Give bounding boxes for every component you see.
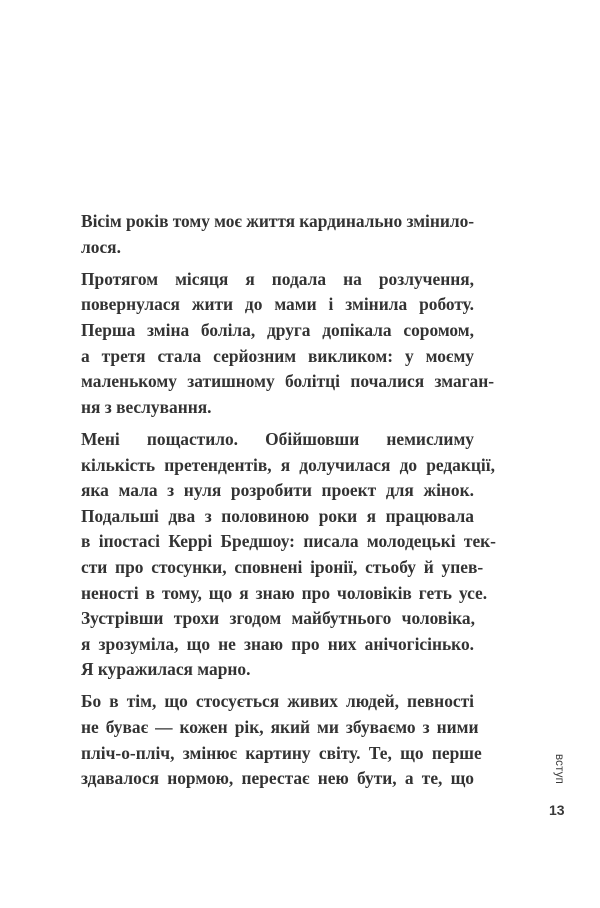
page-number: 13 bbox=[549, 802, 565, 818]
text-line: лося. bbox=[81, 236, 121, 257]
text-line: Подальші два з половиною роки я працювала bbox=[81, 505, 474, 526]
text-line: неності в тому, що я знаю про чоловіків геть усе. bbox=[81, 582, 488, 603]
text-line: Зустрівши трохи згодом майбутнього чоловіка, bbox=[81, 608, 475, 629]
text-line: сти про стосунки, сповнені іронії, стьобу й упев- bbox=[81, 556, 484, 577]
text-line: в іпостасі Керрі Бредшоу: писала молодецькі тек- bbox=[81, 531, 496, 552]
text-line: повернулася жити до мами і змінила роботу. bbox=[81, 294, 474, 315]
text-line: здавалося нормою, перестає нею бути, а те, що bbox=[81, 768, 474, 789]
text-line: Я куражилася марно. bbox=[81, 659, 251, 680]
body-text bbox=[57, 209, 496, 798]
text-line: Перша зміна боліла, друга допікала соромом, bbox=[81, 319, 474, 340]
text-line: Протягом місяця я подала на розлучення, bbox=[81, 268, 474, 289]
running-head: вступ bbox=[553, 754, 565, 785]
text-line: Вісім років тому моє життя кардинально змінило- bbox=[81, 211, 474, 231]
text-line: пліч-о-пліч, змінює картину світу. Те, що перше bbox=[81, 742, 482, 763]
text-line: я зрозуміла, що не знаю про них анічогісінько. bbox=[81, 633, 474, 654]
paragraph-2 bbox=[57, 267, 495, 421]
text-line: ня з веслування. bbox=[81, 396, 212, 417]
text-line: Бо в тім, що стосується живих людей, певності bbox=[81, 691, 474, 712]
paragraph-3 bbox=[57, 427, 496, 683]
paragraph-4 bbox=[57, 689, 482, 791]
text-line: маленькому затишному болітці почалися змаган- bbox=[81, 371, 495, 392]
text-line: яка мала з нуля розробити проект для жінок. bbox=[81, 480, 474, 501]
text-line: а третя стала серйозним викликом: у моєму bbox=[81, 345, 474, 366]
text-line: кількість претендентів, я долучилася до редакції, bbox=[81, 454, 495, 475]
text-line: Мені пощастило. Обійшовши немислиму bbox=[81, 428, 474, 449]
paragraph-1 bbox=[57, 209, 474, 260]
text-line: не буває — кожен рік, який ми збуваємо з ними bbox=[81, 717, 479, 738]
